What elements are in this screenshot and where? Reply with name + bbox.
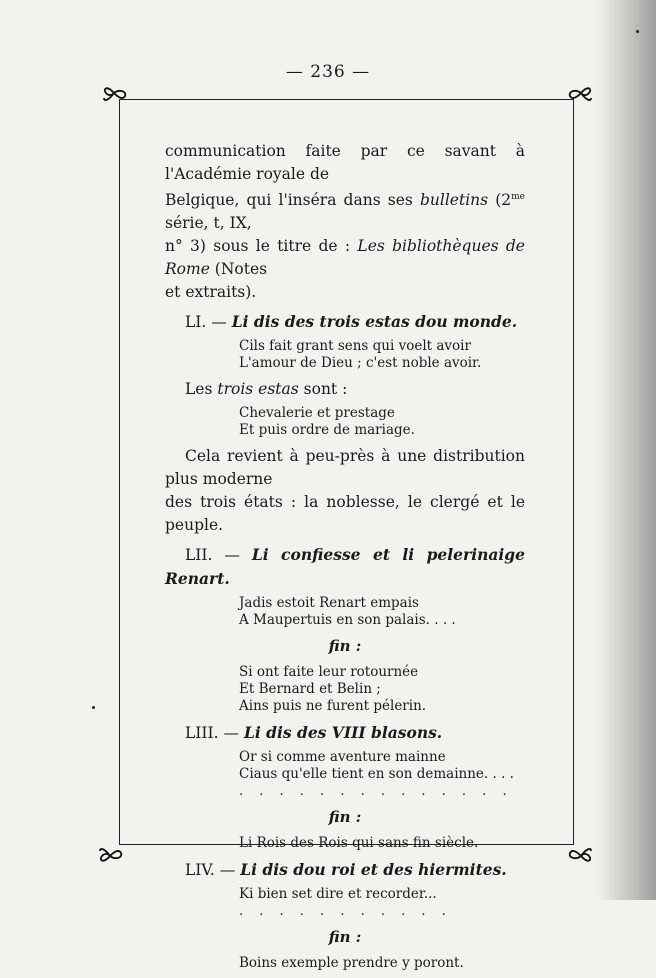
verse-line: Ki bien set dire et recorder... [239,886,437,903]
section-heading-liii: LIII. — Li dis des VIII blasons. [185,723,443,743]
page-number: — 236 — [285,62,371,82]
verse-block [239,595,525,629]
work-title: Les bibliothèques de Rome [165,237,525,279]
verse-line: Si ont faite leur rotournée [239,664,419,681]
ellipsis-dots: . . . . . . . . . . . [239,904,452,920]
verse-line: Et puis ordre de mariage. [239,422,415,439]
page-edge-shadow [596,0,656,900]
section-title: Li dis des trois estas dou monde. [231,312,518,332]
fin-label: fin : [328,928,362,947]
fin-label: fin : [328,808,362,827]
verse-line: L'amour de Dieu ; c'est noble avoir. [239,355,482,372]
verse-block [239,664,525,715]
section-title: Li dis dou roi et des hiermites. [240,860,507,880]
verse-block [239,749,525,800]
corner-ornament-bottom-right [568,845,594,867]
ink-speck [92,706,95,709]
verse-line: Chevalerie et prestage [239,405,395,422]
note-paragraph: Les trois estas sont : [185,380,348,399]
verse-line: Boins exemple prendre y poront. [239,955,464,972]
fin-label: fin : [328,637,362,656]
page-content [165,140,525,978]
section-title: Li confiesse et li pelerinaige Renart. [165,545,525,589]
ink-speck [636,30,639,33]
verse-block [239,886,525,920]
verse-line: Ains puis ne furent pélerin. [239,698,427,715]
intro-line-1: communication faite par ce savant à l'Académie royale de [165,142,525,183]
corner-ornament-top-right [568,82,594,104]
bulletins-title: bulletins [419,191,489,210]
corner-ornament-bottom-left [97,845,123,867]
comment-paragraph: Cela revient à peu-près à une distribution plus moderne des trois états : la noblesse, le clergé et le peuple. [165,447,525,535]
verse-line: Or si comme aventure mainne [239,749,446,766]
verse-block [239,405,525,439]
section-title: Li dis des VIII blasons. [243,723,443,743]
verse-line: Cils fait grant sens qui voelt avoir [239,338,471,355]
verse-block [239,338,525,372]
verse-block [239,835,525,852]
section-heading-liv: LIV. — Li dis dou roi et des hiermites. [185,860,507,880]
verse-line: A Maupertuis en son palais. . . . [239,612,456,629]
verse-line: Li Rois des Rois qui sans fin siècle. [239,835,479,852]
verse-block [239,955,525,972]
ellipsis-dots: . . . . . . . . . . . . . . [239,784,513,800]
verse-line: Jadis estoit Renart empais [239,595,419,612]
intro-paragraph: communication faite par ce savant à l'Académie royale de Belgique, qui l'inséra dans ses bulletins ($2^{me}$ série, t, IX, n° 3) sous le titre de : Les bibliothèques de Rome (Notes et extraits). [165,142,525,302]
verse-line: Ciaus qu'elle tient en son demainne. . . . [239,766,514,783]
verse-line: Et Bernard et Belin ; [239,681,381,698]
corner-ornament-top-left [101,82,127,104]
section-heading-li: LI. — Li dis des trois estas dou monde. [185,312,518,332]
section-heading-lii: LII. — Li confiesse et li pelerinaige Renart. [165,545,525,589]
